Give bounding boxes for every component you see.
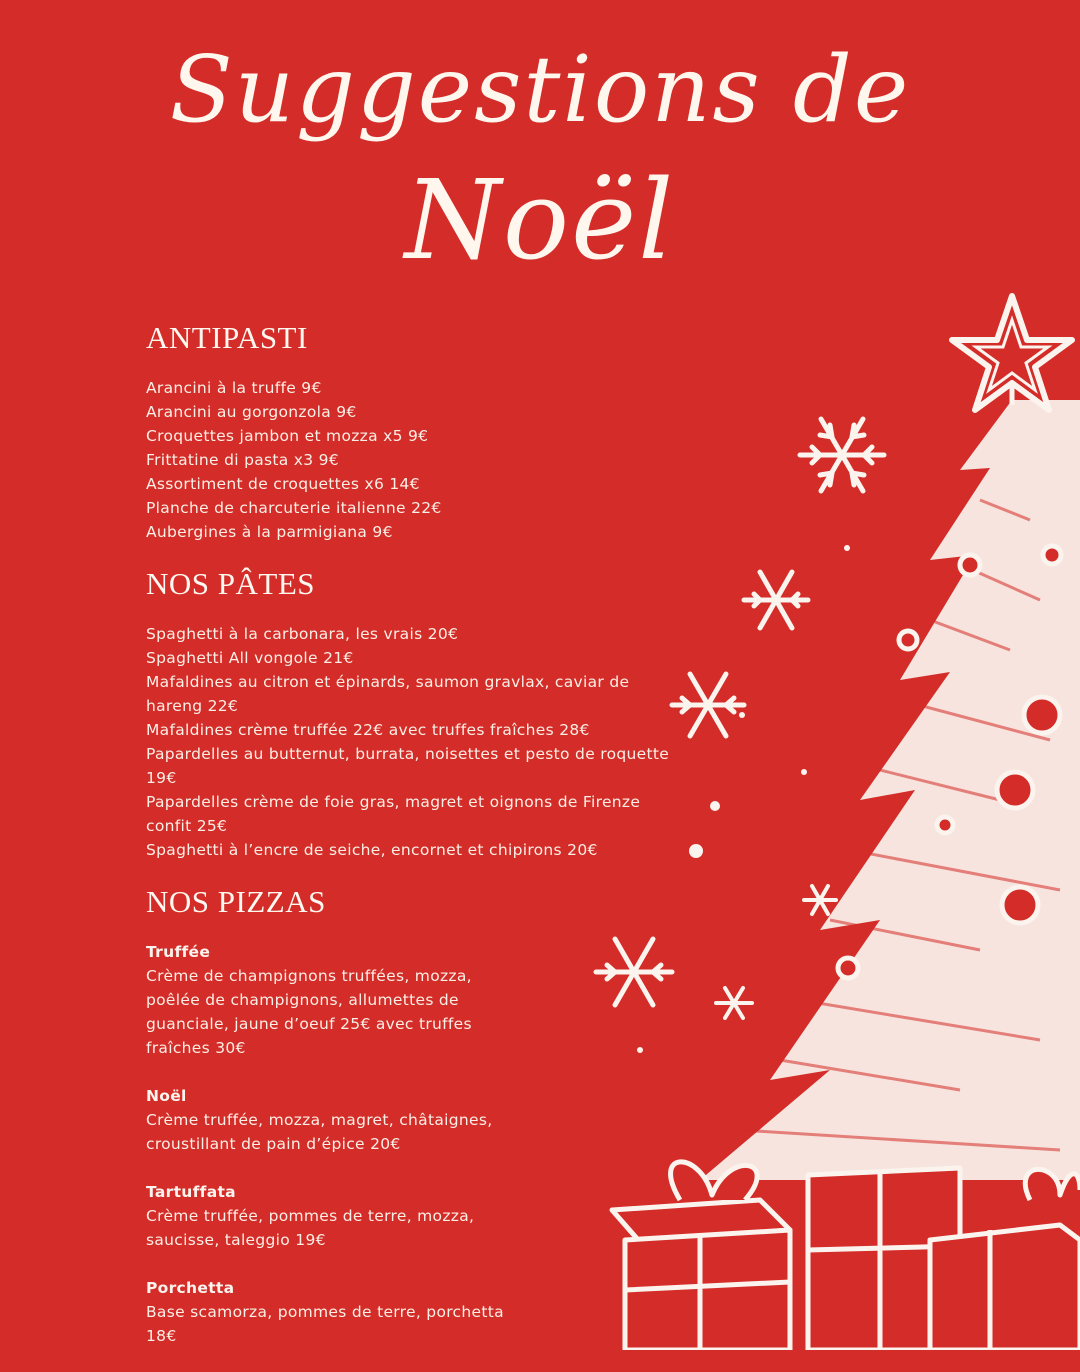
menu-item: Planche de charcuterie italienne 22€ (146, 499, 442, 517)
section-heading-antipasti: ANTIPASTI (146, 320, 308, 355)
menu-item: Papardelles au butternut, burrata, noisettes et pesto de roquette 19€ (146, 745, 670, 787)
title-line-1: Suggestions de (169, 36, 911, 143)
pates-list (146, 622, 686, 862)
menu-item: Croquettes jambon et mozza x5 9€ (146, 427, 429, 445)
pizza-description: Crème de champignons truffées, mozza, poêlée de champignons, allumettes de guanciale, jaune d’oeuf 25€ avec truffes fraîches 30€ (146, 967, 472, 1057)
pizza-description: Base scamorza, pommes de terre, porchetta 18€ (146, 1303, 504, 1345)
pizza-item (146, 1180, 706, 1252)
christmas-tree-icon (700, 350, 1080, 1180)
pates-section (146, 564, 706, 862)
antipasti-list (146, 376, 706, 544)
pizza-name: Noël (146, 1087, 187, 1105)
menu-item: Mafaldines au citron et épinards, saumon gravlax, caviar de hareng 22€ (146, 673, 630, 715)
menu-item: Arancini à la truffe 9€ (146, 379, 322, 397)
pizza-name: Porchetta (146, 1279, 235, 1297)
menu-item: Spaghetti à l’encre de seiche, encornet et chipirons 20€ (146, 841, 598, 859)
menu-item: Arancini au gorgonzola 9€ (146, 403, 357, 421)
menu-item: Mafaldines crème truffée 22€ avec truffes fraîches 28€ (146, 721, 590, 739)
pizza-name: Truffée (146, 943, 211, 961)
menu-item: Frittatine di pasta x3 9€ (146, 451, 339, 469)
pizza-description: Crème truffée, pommes de terre, mozza, saucisse, taleggio 19€ (146, 1207, 475, 1249)
menu-item: Spaghetti à la carbonara, les vrais 20€ (146, 625, 459, 643)
menu-item: Assortiment de croquettes x6 14€ (146, 475, 420, 493)
pizza-item (146, 1084, 706, 1156)
menu (146, 318, 706, 1372)
page-title (0, 30, 1080, 290)
pizza-item (146, 1276, 706, 1348)
menu-item: Spaghetti All vongole 21€ (146, 649, 354, 667)
pizzas-section (146, 882, 706, 1348)
pizza-name: Tartuffata (146, 1183, 236, 1201)
pizza-item (146, 940, 706, 1060)
pizza-description: Crème truffée, mozza, magret, châtaignes, croustillant de pain d’épice 20€ (146, 1111, 493, 1153)
antipasti-section (146, 318, 706, 544)
menu-item: Aubergines à la parmigiana 9€ (146, 523, 393, 541)
section-heading-pates: NOS PÂTES (146, 566, 316, 601)
title-line-2: Noël (404, 156, 676, 284)
bauble-icon (838, 546, 1061, 978)
menu-item: Papardelles crème de foie gras, magret et oignons de Firenze confit 25€ (146, 793, 641, 835)
star-icon (952, 296, 1072, 410)
section-heading-pizzas: NOS PIZZAS (146, 884, 326, 919)
